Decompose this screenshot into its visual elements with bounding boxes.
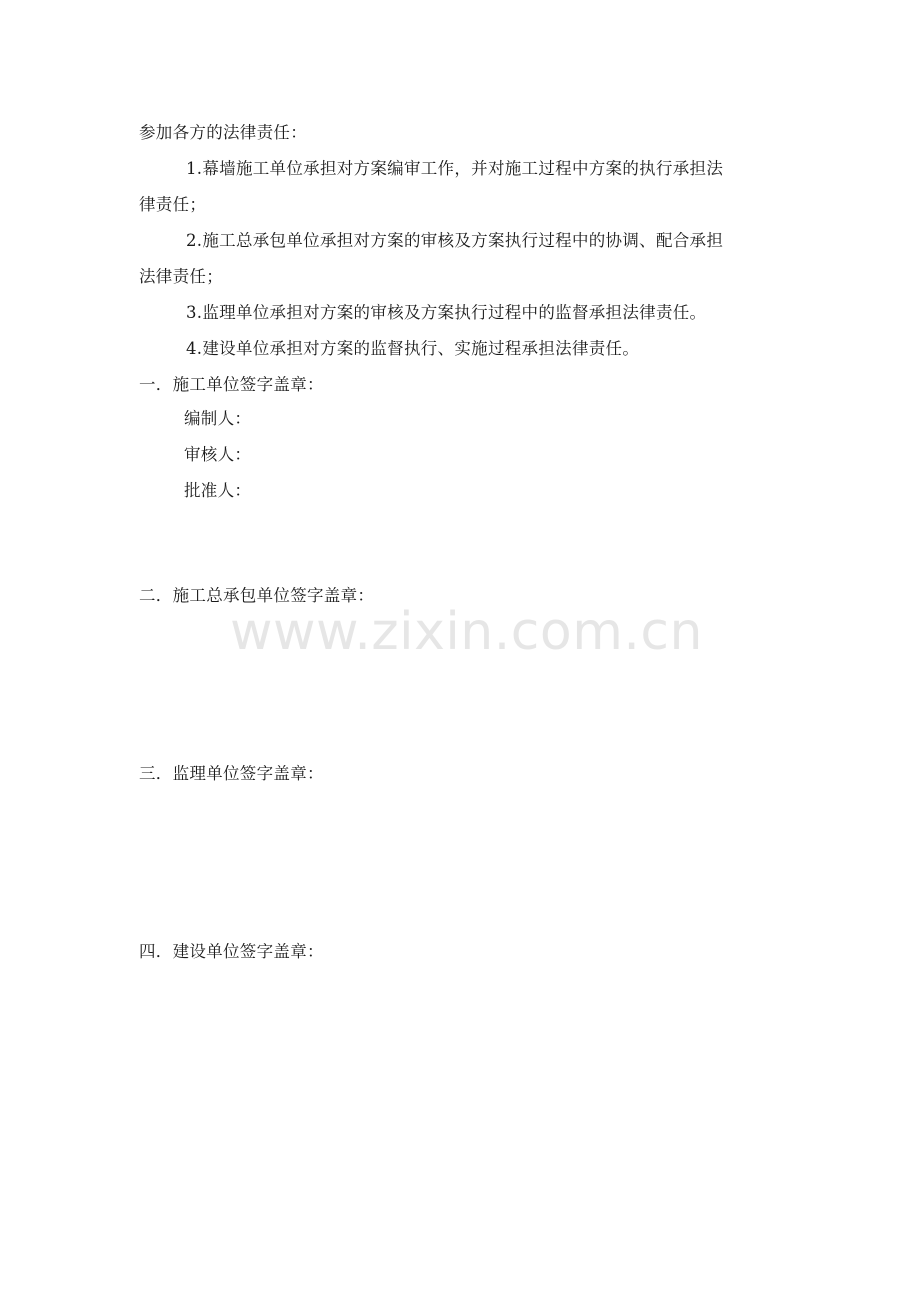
section-4-heading: 四．建设单位签字盖章：	[139, 942, 324, 961]
item-1-line-1: 1.幕墙施工单位承担对方案编审工作，并对施工过程中方案的执行承担法	[186, 159, 724, 178]
role-reviewer: 审核人：	[184, 445, 252, 464]
item-3: 3.监理单位承担对方案的审核及方案执行过程中的监督承担法律责任。	[186, 303, 707, 322]
section-3-heading: 三．监理单位签字盖章：	[139, 764, 324, 783]
intro-text: 参加各方的法律责任：	[139, 123, 307, 142]
section-1-heading: 一．施工单位签字盖章：	[139, 375, 324, 394]
role-approver: 批准人：	[184, 481, 252, 500]
role-compiler: 编制人：	[184, 409, 252, 428]
section-2-heading: 二．施工总承包单位签字盖章：	[139, 586, 375, 605]
item-2-line-2: 法律责任；	[139, 267, 223, 286]
item-2-line-1: 2.施工总承包单位承担对方案的审核及方案执行过程中的协调、配合承担	[186, 231, 724, 250]
watermark: www.zixin.com.cn	[230, 602, 703, 662]
item-4: 4.建设单位承担对方案的监督执行、实施过程承担法律责任。	[186, 339, 640, 358]
item-1-line-2: 律责任；	[139, 195, 207, 214]
